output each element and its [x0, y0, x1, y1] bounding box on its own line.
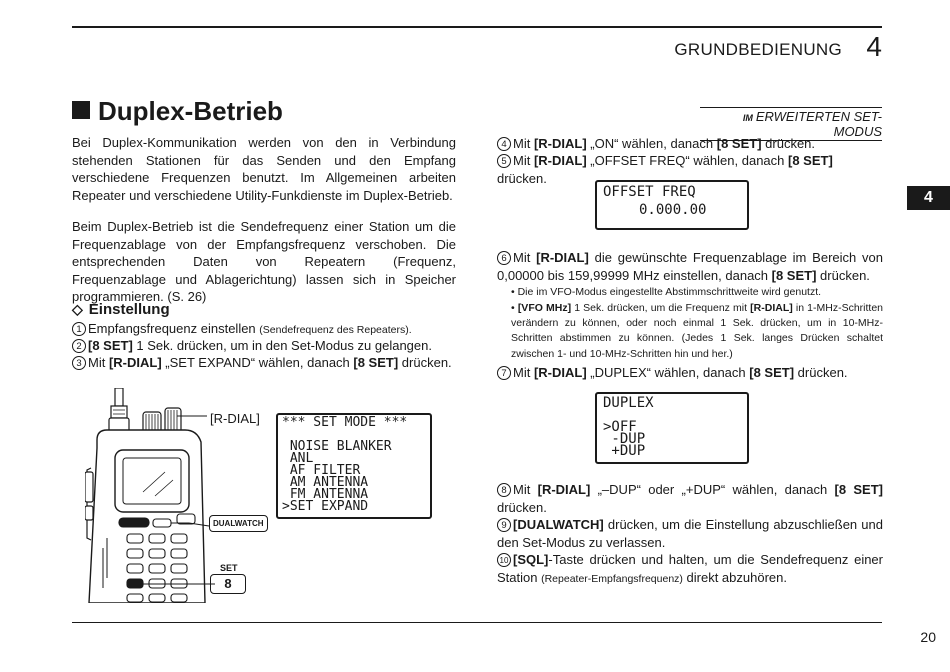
chapter-title: GRUNDBEDIENUNG [674, 40, 842, 59]
square-bullet-icon [72, 101, 90, 119]
step-10: 10 [SQL]-Taste drücken und halten, um die Sendefrequenz einer Station (Repeater-Empfangsfrequenz) direkt abzuhören. [497, 552, 883, 585]
step-number-icon: 1 [72, 322, 86, 336]
r-dial-callout: [R-DIAL] [210, 411, 260, 426]
step-number-icon: 10 [497, 553, 511, 567]
step-7: 7 Mit [R-DIAL] „DUPLEX“ wählen, danach [8 SET] drücken. [497, 364, 883, 382]
step-number-icon: 3 [72, 356, 86, 370]
step-number-icon: 5 [497, 154, 511, 168]
mode-label: IM ERWEITERTEN SET-MODUS [700, 107, 882, 141]
intro-paragraph-1: Bei Duplex-Kommunikation werden von den in Verbindung stehenden Stationen für das Senden und den Empfang verschiedene Frequenzen benutzt. Im Allgemeinen arbeiten Repeater und verschiedene Utility-Funkdienste im Duplex-Betrieb. [72, 135, 456, 203]
chapter-number: 4 [866, 31, 882, 62]
step-3: 3 Mit [R-DIAL] „SET EXPAND“ wählen, danach [8 SET] drücken. [72, 354, 462, 372]
step-8: 8 Mit [R-DIAL] „–DUP“ oder „+DUP“ wählen, danach [8 SET] drücken. [497, 482, 883, 515]
chapter-side-tab: 4 [907, 186, 950, 210]
step-number-icon: 9 [497, 518, 511, 532]
step-6: 6 Mit [R-DIAL] die gewünschte Frequenzablage im Bereich von 0,00000 bis 159,99999 MHz einstellen, danach [8 SET] drücken. [497, 250, 883, 283]
step-number-icon: 6 [497, 251, 511, 265]
header-rule [72, 26, 882, 28]
subsection-title: ◇ Einstellung [72, 301, 170, 318]
lcd-duplex: DUPLEX >OFF -DUP +DUP [595, 392, 749, 464]
step-2: 2 [8 SET] 1 Sek. drücken, um in den Set-Modus zu gelangen. [72, 337, 462, 355]
dualwatch-key-label: DUALWATCH [209, 515, 268, 532]
lcd-offset-freq: OFFSET FREQ 0.000.00 [595, 180, 749, 230]
step-number-icon: 8 [497, 483, 511, 497]
step-9: 9 [DUALWATCH] drücken, um die Einstellung abzuschließen und den Set-Modus zu verlassen. [497, 517, 883, 550]
step-number-icon: 4 [497, 137, 511, 151]
antenna-icon [109, 388, 129, 434]
step-number-icon: 2 [72, 339, 86, 353]
step-4: 4 Mit [R-DIAL] „ON“ wählen, danach [8 SET] drücken. [497, 135, 883, 153]
footer-rule [72, 622, 882, 623]
set-key-caption: SET [220, 563, 238, 573]
intro-paragraph-2: Beim Duplex-Betrieb ist die Sendefrequenz einer Station um die Frequenzablage von der Empfangsfrequenz verschoben. Die entsprechenden Daten von Repeatern (Frequenz, Frequenzablage und Ablagerichtung) lassen sich in Speicher programmieren. (S. 26) [72, 219, 456, 305]
note-bullet-1: • Die im VFO-Modus eingestellte Abstimmschrittweite wird genutzt. [511, 286, 822, 298]
lcd-set-mode: *** SET MODE *** NOISE BLANKER ANL AF FILTER AM ANTENNA FM ANTENNA >SET EXPAND [276, 413, 432, 519]
section-title: Duplex-Betrieb [72, 96, 283, 127]
step-1: 1 Empfangsfrequenz einstellen (Sendefrequenz des Repeaters). [72, 320, 462, 340]
key-8-set: 8 [210, 574, 246, 594]
diamond-icon: ◇ [72, 301, 83, 317]
page-number: 20 [920, 629, 936, 645]
step-number-icon: 7 [497, 366, 511, 380]
mode-prefix: IM [742, 113, 753, 123]
step-5: 5 Mit [R-DIAL] „OFFSET FREQ“ wählen, danach [8 SET] drücken. [497, 153, 833, 186]
note-bullet-2: • [VFO MHz] 1 Sek. drücken, um die Frequenz mit [R-DIAL] in 1-MHz-Schritten verändern zu können, oder noch einmal 1 Sek. drücken, um in 10-MHz-Schritten abstimmen zu können. (Jedes 1 Sek. langes Drücken schaltet zwischen 1- und 10-MHz-Schritten hin und her.) [511, 302, 884, 360]
